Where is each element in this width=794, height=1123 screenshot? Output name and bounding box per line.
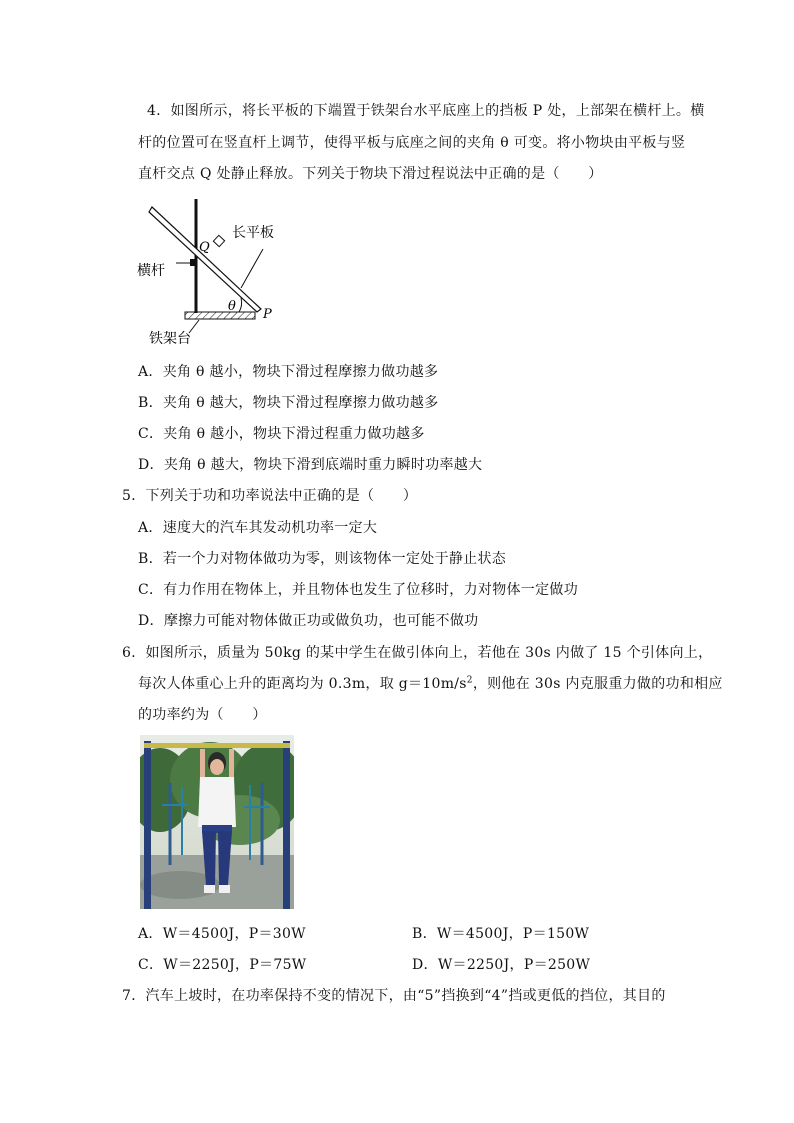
q5-stem: 5．下列关于功和功率说法中正确的是（ ） (122, 488, 418, 504)
q6-option-d: D．W＝2250J，P＝250W (412, 957, 591, 973)
q7-stem-line-1: 7．汽车上坡时，在功率保持不变的情况下，由“5”挡换到“4”挡或更低的挡位，其目的 (122, 988, 666, 1004)
crossbar (190, 259, 196, 266)
pull-up-photo (140, 735, 294, 909)
long-board (149, 207, 261, 312)
label-crossbar: 横杆 (137, 263, 165, 279)
q6-stem-line-2-b: ，则他在 30s 内克服重力做的功和相应 (472, 676, 723, 692)
q4-stem-line-3: 直杆交点 Q 处静止释放。下列关于物块下滑过程说法中正确的是（ ） (138, 166, 603, 182)
label-stand: 铁架台 (149, 331, 191, 347)
angle-arc (239, 298, 242, 312)
q6-stem-line-2-a: 每次人体重心上升的距离均为 0.3m，取 g＝10m/s (138, 676, 467, 692)
q6-option-b: B．W＝4500J，P＝150W (412, 926, 590, 942)
stand-base (185, 312, 255, 319)
label-p: P (263, 307, 272, 322)
q5-option-d: D．摩擦力可能对物体做正功或做负功，也可能不做功 (138, 613, 479, 629)
q6-stem-line-3: 的功率约为（ ） (138, 707, 267, 723)
small-block (213, 235, 224, 246)
q6-option-a: A．W＝4500J，P＝30W (138, 926, 306, 942)
q4-incline-diagram (135, 195, 295, 350)
q6-exponent: 2 (466, 675, 473, 686)
q4-option-a: A．夹角 θ 越小，物块下滑过程摩擦力做功越多 (138, 364, 439, 380)
pull-up-illustration (140, 735, 294, 909)
q5-option-c: C．有力作用在物体上，并且物体也发生了位移时，力对物体一定做功 (138, 582, 579, 598)
label-theta: θ (228, 299, 236, 314)
q6-option-c: C．W＝2250J，P＝75W (138, 957, 307, 973)
label-q: Q (199, 240, 210, 255)
q4-stem-line-1: 4．如图所示，将长平板的下端置于铁架台水平底座上的挡板 P 处，上部架在横杆上。横 (147, 103, 705, 119)
q5-option-a: A．速度大的汽车其发动机功率一定大 (138, 520, 378, 536)
q4-option-b: B．夹角 θ 越大，物块下滑过程摩擦力做功越多 (138, 395, 439, 411)
q5-option-b: B．若一个力对物体做功为零，则该物体一定处于静止状态 (138, 551, 507, 567)
q6-stem-line-1: 6．如图所示，质量为 50kg 的某中学生在做引体向上，若他在 30s 内做了 15 个引体向上， (122, 645, 713, 661)
label-long-board: 长平板 (232, 225, 274, 241)
q6-stem-line-2 (138, 674, 723, 694)
q4-stem-line-2: 杆的位置可在竖直杆上调节，使得平板与底座之间的夹角 θ 可变。将小物块由平板与竖 (138, 135, 686, 151)
q4-option-c: C．夹角 θ 越小，物块下滑过程重力做功越多 (138, 426, 425, 442)
board-leader (241, 249, 263, 288)
q4-option-d: D．夹角 θ 越大，物块下滑到底端时重力瞬时功率越大 (138, 457, 483, 473)
